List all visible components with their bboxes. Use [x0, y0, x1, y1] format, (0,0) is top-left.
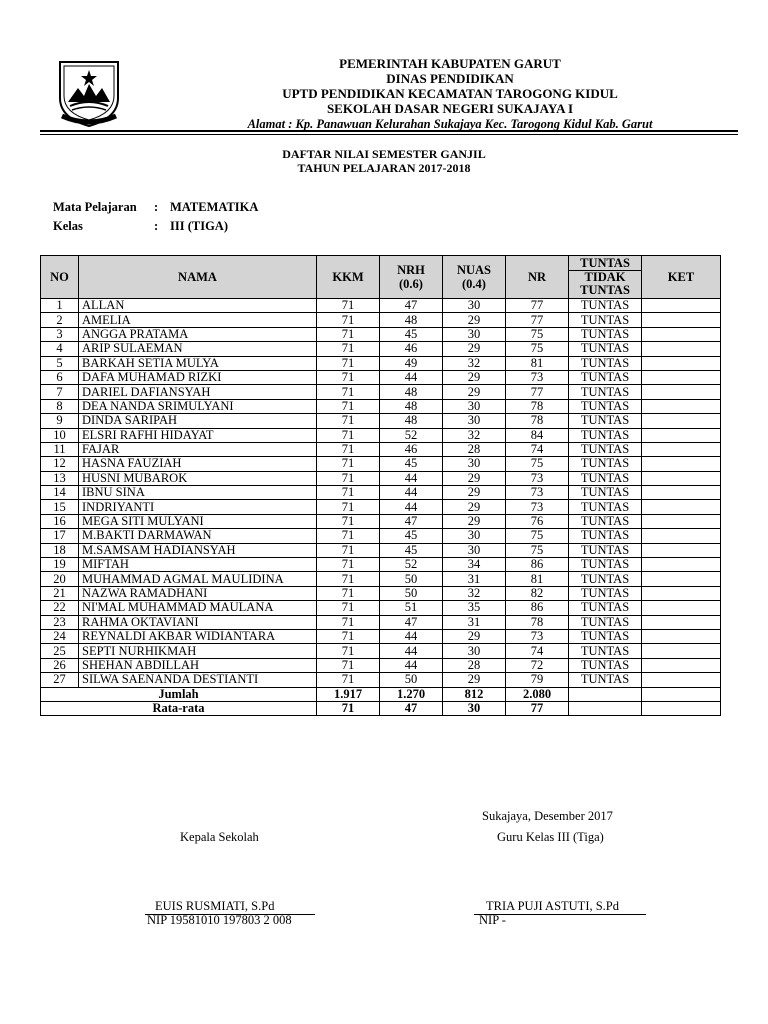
row-nrh: 48 — [380, 313, 443, 327]
row-no: 9 — [41, 414, 79, 428]
row-kkm: 71 — [317, 399, 380, 413]
table-row — [41, 529, 721, 543]
row-no: 4 — [41, 342, 79, 356]
row-nama: ALLAN — [79, 299, 317, 313]
row-no: 2 — [41, 313, 79, 327]
row-nuas: 29 — [443, 514, 506, 528]
jumlah-label: Jumlah — [41, 687, 317, 701]
row-nama: NAZWA RAMADHANI — [79, 586, 317, 600]
row-nr: 81 — [506, 572, 569, 586]
row-nrh: 46 — [380, 442, 443, 456]
row-ket — [642, 327, 721, 341]
grades-table — [40, 255, 721, 716]
row-ket — [642, 572, 721, 586]
table-row — [41, 615, 721, 629]
table-header-row — [41, 256, 721, 299]
row-nama: MEGA SITI MULYANI — [79, 514, 317, 528]
row-kkm: 71 — [317, 615, 380, 629]
row-ket — [642, 601, 721, 615]
left-signatory-nip: NIP 19581010 197803 2 008 — [147, 913, 292, 927]
row-kkm: 71 — [317, 442, 380, 456]
row-nrh: 50 — [380, 673, 443, 687]
row-ket — [642, 629, 721, 643]
row-nr: 86 — [506, 558, 569, 572]
row-status: TUNTAS — [569, 658, 642, 672]
table-row — [41, 586, 721, 600]
jumlah-status — [569, 687, 642, 701]
row-status: TUNTAS — [569, 572, 642, 586]
row-ket — [642, 673, 721, 687]
row-ket — [642, 644, 721, 658]
row-no: 17 — [41, 529, 79, 543]
row-kkm: 71 — [317, 543, 380, 557]
row-kkm: 71 — [317, 457, 380, 471]
row-nuas: 29 — [443, 342, 506, 356]
row-no: 7 — [41, 385, 79, 399]
row-nama: DAFA MUHAMAD RIZKI — [79, 370, 317, 384]
row-nrh: 44 — [380, 629, 443, 643]
row-status: TUNTAS — [569, 500, 642, 514]
row-nr: 78 — [506, 615, 569, 629]
row-nr: 73 — [506, 629, 569, 643]
row-kkm: 71 — [317, 385, 380, 399]
status-tuntas: TUNTAS — [569, 257, 641, 271]
header-line-3: UPTD PENDIDIKAN KECAMATAN TAROGONG KIDUL — [282, 86, 618, 101]
row-status: TUNTAS — [569, 313, 642, 327]
row-kkm: 71 — [317, 370, 380, 384]
row-status: TUNTAS — [569, 558, 642, 572]
row-nuas: 31 — [443, 572, 506, 586]
rata-ket — [642, 701, 721, 715]
row-status: TUNTAS — [569, 457, 642, 471]
row-no: 26 — [41, 658, 79, 672]
header-divider-thin — [40, 134, 738, 135]
row-ket — [642, 356, 721, 370]
table-row — [41, 543, 721, 557]
row-nuas: 30 — [443, 529, 506, 543]
row-nama: M.SAMSAM HADIANSYAH — [79, 543, 317, 557]
row-no: 3 — [41, 327, 79, 341]
row-kkm: 71 — [317, 658, 380, 672]
subject-value: MATEMATIKA — [170, 200, 259, 214]
jumlah-row — [41, 687, 721, 701]
row-no: 15 — [41, 500, 79, 514]
col-nrh-header — [380, 256, 443, 299]
row-nr: 81 — [506, 356, 569, 370]
row-nama: HASNA FAUZIAH — [79, 457, 317, 471]
row-nr: 75 — [506, 342, 569, 356]
row-ket — [642, 414, 721, 428]
row-kkm: 71 — [317, 486, 380, 500]
row-nama: AMELIA — [79, 313, 317, 327]
jumlah-nrh: 1.270 — [380, 687, 443, 701]
header-line-2: DINAS PENDIDIKAN — [386, 71, 514, 86]
subject-colon: : — [154, 200, 159, 214]
row-nrh: 48 — [380, 399, 443, 413]
row-ket — [642, 543, 721, 557]
row-status: TUNTAS — [569, 356, 642, 370]
row-ket — [642, 442, 721, 456]
table-row — [41, 658, 721, 672]
table-row — [41, 629, 721, 643]
row-kkm: 71 — [317, 529, 380, 543]
row-kkm: 71 — [317, 342, 380, 356]
row-nuas: 30 — [443, 543, 506, 557]
jumlah-ket — [642, 687, 721, 701]
row-ket — [642, 471, 721, 485]
row-kkm: 71 — [317, 313, 380, 327]
row-status: TUNTAS — [569, 615, 642, 629]
table-row — [41, 342, 721, 356]
row-kkm: 71 — [317, 572, 380, 586]
class-value: III (TIGA) — [170, 219, 228, 233]
row-nrh: 52 — [380, 558, 443, 572]
row-nuas: 29 — [443, 500, 506, 514]
row-nama: RAHMA OKTAVIANI — [79, 615, 317, 629]
row-nrh: 48 — [380, 385, 443, 399]
row-kkm: 71 — [317, 558, 380, 572]
row-no: 14 — [41, 486, 79, 500]
row-kkm: 71 — [317, 327, 380, 341]
table-row — [41, 601, 721, 615]
row-nuas: 29 — [443, 385, 506, 399]
row-nrh: 44 — [380, 658, 443, 672]
row-status: TUNTAS — [569, 644, 642, 658]
class-colon: : — [154, 219, 159, 233]
row-nrh: 49 — [380, 356, 443, 370]
col-nama-header: NAMA — [79, 256, 317, 299]
table-row — [41, 486, 721, 500]
row-nuas: 32 — [443, 428, 506, 442]
row-nr: 74 — [506, 644, 569, 658]
row-nama: HUSNI MUBAROK — [79, 471, 317, 485]
col-nuas-header — [443, 256, 506, 299]
rata-kkm: 71 — [317, 701, 380, 715]
table-row — [41, 442, 721, 456]
status-tuntas-2: TUNTAS — [580, 283, 630, 297]
col-nr-header: NR — [506, 256, 569, 299]
row-nrh: 47 — [380, 615, 443, 629]
place-date: Sukajaya, Desember 2017 — [482, 809, 613, 823]
row-ket — [642, 399, 721, 413]
table-row — [41, 514, 721, 528]
row-nama: MIFTAH — [79, 558, 317, 572]
table-row — [41, 399, 721, 413]
row-nrh: 50 — [380, 572, 443, 586]
row-nuas: 30 — [443, 399, 506, 413]
row-status: TUNTAS — [569, 529, 642, 543]
row-status: TUNTAS — [569, 629, 642, 643]
row-no: 19 — [41, 558, 79, 572]
row-status: TUNTAS — [569, 514, 642, 528]
table-row — [41, 471, 721, 485]
table-row — [41, 299, 721, 313]
row-nrh: 50 — [380, 586, 443, 600]
row-ket — [642, 370, 721, 384]
row-nuas: 29 — [443, 629, 506, 643]
row-kkm: 71 — [317, 356, 380, 370]
row-nr: 79 — [506, 673, 569, 687]
right-signatory-nip: NIP - — [479, 913, 506, 927]
row-nr: 75 — [506, 327, 569, 341]
row-nama: IBNU SINA — [79, 486, 317, 500]
row-ket — [642, 457, 721, 471]
row-no: 5 — [41, 356, 79, 370]
row-nuas: 29 — [443, 486, 506, 500]
nrh-weight: (0.6) — [399, 277, 423, 291]
document-title: DAFTAR NILAI SEMESTER GANJIL — [282, 147, 486, 161]
row-nuas: 34 — [443, 558, 506, 572]
row-no: 20 — [41, 572, 79, 586]
row-nr: 75 — [506, 543, 569, 557]
row-nuas: 30 — [443, 457, 506, 471]
row-status: TUNTAS — [569, 471, 642, 485]
row-nrh: 44 — [380, 471, 443, 485]
row-ket — [642, 658, 721, 672]
row-nama: MUHAMMAD AGMAL MAULIDINA — [79, 572, 317, 586]
row-ket — [642, 615, 721, 629]
row-status: TUNTAS — [569, 428, 642, 442]
row-nama: NI'MAL MUHAMMAD MAULANA — [79, 601, 317, 615]
class-label: Kelas — [53, 219, 83, 233]
row-kkm: 71 — [317, 514, 380, 528]
table-row — [41, 457, 721, 471]
rata-row — [41, 701, 721, 715]
table-row — [41, 500, 721, 514]
row-nrh: 44 — [380, 500, 443, 514]
row-no: 18 — [41, 543, 79, 557]
col-ket-header: KET — [642, 256, 721, 299]
row-nuas: 30 — [443, 327, 506, 341]
row-nama: SILWA SAENANDA DESTIANTI — [79, 673, 317, 687]
rata-nrh: 47 — [380, 701, 443, 715]
row-nr: 74 — [506, 442, 569, 456]
row-kkm: 71 — [317, 414, 380, 428]
row-kkm: 71 — [317, 500, 380, 514]
row-no: 24 — [41, 629, 79, 643]
row-ket — [642, 342, 721, 356]
row-nr: 75 — [506, 457, 569, 471]
table-row — [41, 356, 721, 370]
row-nrh: 52 — [380, 428, 443, 442]
table-row — [41, 370, 721, 384]
row-no: 8 — [41, 399, 79, 413]
right-signatory-role: Guru Kelas III (Tiga) — [497, 830, 604, 844]
row-nr: 75 — [506, 529, 569, 543]
row-nr: 73 — [506, 486, 569, 500]
row-nama: FAJAR — [79, 442, 317, 456]
row-nuas: 29 — [443, 370, 506, 384]
row-nama: DEA NANDA SRIMULYANI — [79, 399, 317, 413]
row-status: TUNTAS — [569, 486, 642, 500]
rata-status — [569, 701, 642, 715]
row-status: TUNTAS — [569, 601, 642, 615]
table-row — [41, 313, 721, 327]
row-nrh: 48 — [380, 414, 443, 428]
jumlah-kkm: 1.917 — [317, 687, 380, 701]
header-line-4: SEKOLAH DASAR NEGERI SUKAJAYA I — [326, 101, 574, 116]
row-nrh: 44 — [380, 644, 443, 658]
row-nuas: 30 — [443, 414, 506, 428]
row-no: 27 — [41, 673, 79, 687]
row-nama: DARIEL DAFIANSYAH — [79, 385, 317, 399]
row-no: 10 — [41, 428, 79, 442]
row-status: TUNTAS — [569, 385, 642, 399]
row-nr: 78 — [506, 399, 569, 413]
row-kkm: 71 — [317, 586, 380, 600]
table-row — [41, 385, 721, 399]
row-no: 1 — [41, 299, 79, 313]
row-nama: REYNALDI AKBAR WIDIANTARA — [79, 629, 317, 643]
rata-label: Rata-rata — [41, 701, 317, 715]
row-nrh: 44 — [380, 486, 443, 500]
header-divider — [40, 130, 738, 132]
row-kkm: 71 — [317, 428, 380, 442]
left-signatory-name: EUIS RUSMIATI, S.Pd — [145, 899, 315, 915]
row-no: 13 — [41, 471, 79, 485]
header-line-1: PEMERINTAH KABUPATEN GARUT — [339, 56, 561, 71]
row-nrh: 44 — [380, 370, 443, 384]
school-address: Alamat : Kp. Panawuan Kelurahan Sukajaya Kec. Tarogong Kidul Kab. Garut — [247, 117, 653, 131]
row-nuas: 32 — [443, 586, 506, 600]
row-nuas: 28 — [443, 442, 506, 456]
jumlah-nr: 2.080 — [506, 687, 569, 701]
school-logo — [56, 58, 122, 128]
row-nr: 84 — [506, 428, 569, 442]
row-nrh: 47 — [380, 514, 443, 528]
row-nr: 73 — [506, 370, 569, 384]
row-ket — [642, 514, 721, 528]
row-nama: ARIP SULAEMAN — [79, 342, 317, 356]
row-ket — [642, 529, 721, 543]
row-nr: 73 — [506, 500, 569, 514]
row-nama: INDRIYANTI — [79, 500, 317, 514]
row-kkm: 71 — [317, 471, 380, 485]
row-nuas: 29 — [443, 673, 506, 687]
row-nr: 76 — [506, 514, 569, 528]
status-tidak: TIDAK — [584, 270, 626, 284]
row-kkm: 71 — [317, 299, 380, 313]
col-kkm-header: KKM — [317, 256, 380, 299]
row-nrh: 45 — [380, 529, 443, 543]
row-status: TUNTAS — [569, 342, 642, 356]
rata-nuas: 30 — [443, 701, 506, 715]
row-no: 21 — [41, 586, 79, 600]
row-no: 12 — [41, 457, 79, 471]
table-row — [41, 428, 721, 442]
row-nr: 86 — [506, 601, 569, 615]
row-nama: SHEHAN ABDILLAH — [79, 658, 317, 672]
table-row — [41, 558, 721, 572]
row-nrh: 51 — [380, 601, 443, 615]
row-nama: SEPTI NURHIKMAH — [79, 644, 317, 658]
row-ket — [642, 428, 721, 442]
row-nrh: 45 — [380, 543, 443, 557]
row-nrh: 45 — [380, 457, 443, 471]
row-nr: 77 — [506, 385, 569, 399]
row-nr: 73 — [506, 471, 569, 485]
row-nama: BARKAH SETIA MULYA — [79, 356, 317, 370]
row-no: 16 — [41, 514, 79, 528]
row-nrh: 47 — [380, 299, 443, 313]
col-no-header: NO — [41, 256, 79, 299]
jumlah-nuas: 812 — [443, 687, 506, 701]
row-status: TUNTAS — [569, 414, 642, 428]
row-nr: 77 — [506, 313, 569, 327]
row-nuas: 29 — [443, 313, 506, 327]
row-nuas: 30 — [443, 644, 506, 658]
row-ket — [642, 500, 721, 514]
row-nr: 78 — [506, 414, 569, 428]
row-nuas: 35 — [443, 601, 506, 615]
nrh-label: NRH — [397, 263, 425, 277]
row-no: 23 — [41, 615, 79, 629]
row-no: 6 — [41, 370, 79, 384]
row-status: TUNTAS — [569, 442, 642, 456]
row-status: TUNTAS — [569, 399, 642, 413]
row-nama: M.BAKTI DARMAWAN — [79, 529, 317, 543]
col-status-header — [569, 256, 642, 299]
row-nrh: 46 — [380, 342, 443, 356]
left-signatory-role: Kepala Sekolah — [180, 830, 259, 844]
row-nuas: 32 — [443, 356, 506, 370]
rata-nr: 77 — [506, 701, 569, 715]
row-nama: DINDA SARIPAH — [79, 414, 317, 428]
row-ket — [642, 313, 721, 327]
row-ket — [642, 486, 721, 500]
nuas-weight: (0.4) — [462, 277, 486, 291]
row-status: TUNTAS — [569, 543, 642, 557]
table-row — [41, 572, 721, 586]
row-ket — [642, 586, 721, 600]
row-nama: ELSRI RAFHI HIDAYAT — [79, 428, 317, 442]
row-nr: 77 — [506, 299, 569, 313]
document-subtitle: TAHUN PELAJARAN 2017-2018 — [297, 161, 471, 175]
row-nrh: 45 — [380, 327, 443, 341]
row-status: TUNTAS — [569, 370, 642, 384]
table-row — [41, 414, 721, 428]
row-status: TUNTAS — [569, 586, 642, 600]
row-no: 22 — [41, 601, 79, 615]
table-row — [41, 673, 721, 687]
row-kkm: 71 — [317, 629, 380, 643]
row-nr: 72 — [506, 658, 569, 672]
row-nuas: 30 — [443, 299, 506, 313]
nuas-label: NUAS — [456, 263, 492, 277]
row-kkm: 71 — [317, 673, 380, 687]
subject-label: Mata Pelajaran — [53, 200, 137, 214]
row-nr: 82 — [506, 586, 569, 600]
row-no: 25 — [41, 644, 79, 658]
row-status: TUNTAS — [569, 327, 642, 341]
row-ket — [642, 385, 721, 399]
table-row — [41, 644, 721, 658]
row-ket — [642, 558, 721, 572]
row-no: 11 — [41, 442, 79, 456]
row-nuas: 31 — [443, 615, 506, 629]
row-nuas: 28 — [443, 658, 506, 672]
table-row — [41, 327, 721, 341]
row-nama: ANGGA PRATAMA — [79, 327, 317, 341]
row-kkm: 71 — [317, 601, 380, 615]
row-status: TUNTAS — [569, 673, 642, 687]
row-nuas: 29 — [443, 471, 506, 485]
row-status: TUNTAS — [569, 299, 642, 313]
right-signatory-name: TRIA PUJI ASTUTI, S.Pd — [474, 899, 646, 915]
row-kkm: 71 — [317, 644, 380, 658]
row-ket — [642, 299, 721, 313]
